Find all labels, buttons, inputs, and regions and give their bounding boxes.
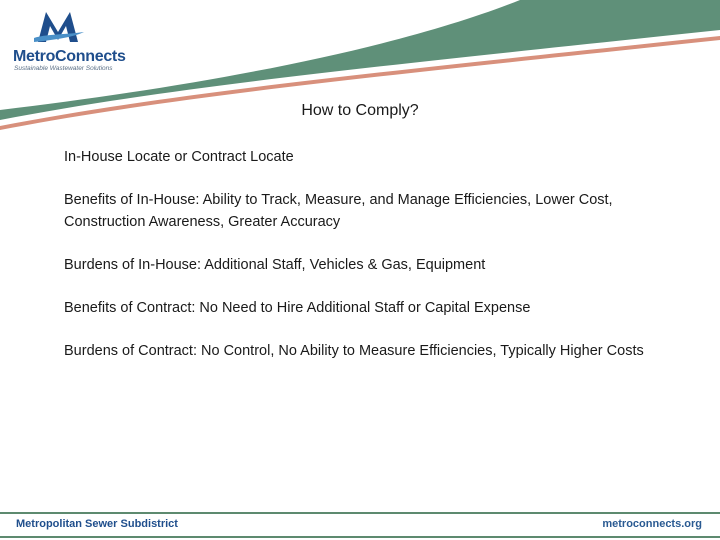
logo-tagline: Sustainable Wastewater Solutions bbox=[14, 65, 113, 72]
slide-body bbox=[64, 146, 664, 383]
body-paragraph-5: Burdens of Contract: No Control, No Ability to Measure Efficiencies, Typically Higher Costs bbox=[64, 343, 644, 359]
body-paragraph-3: Burdens of In-House: Additional Staff, Vehicles & Gas, Equipment bbox=[64, 257, 486, 273]
logo-wordmark: MetroConnects bbox=[13, 48, 126, 65]
footer-rule-top bbox=[0, 512, 720, 514]
footer-rule-bottom bbox=[0, 536, 720, 538]
footer-website[interactable]: metroconnects.org bbox=[602, 518, 702, 530]
body-paragraph-2: Benefits of In-House: Ability to Track, Measure, and Manage Efficiencies, Lower Cost, Construction Awareness, Greater Accuracy bbox=[64, 192, 613, 230]
slide-title: How to Comply? bbox=[301, 102, 419, 119]
body-paragraph-1: In-House Locate or Contract Locate bbox=[64, 149, 294, 165]
footer-organization: Metropolitan Sewer Subdistrict bbox=[16, 518, 178, 530]
metroconnects-logo bbox=[6, 6, 136, 70]
body-paragraph-4: Benefits of Contract: No Need to Hire Additional Staff or Capital Expense bbox=[64, 300, 531, 316]
logo-m-icon bbox=[32, 6, 92, 50]
